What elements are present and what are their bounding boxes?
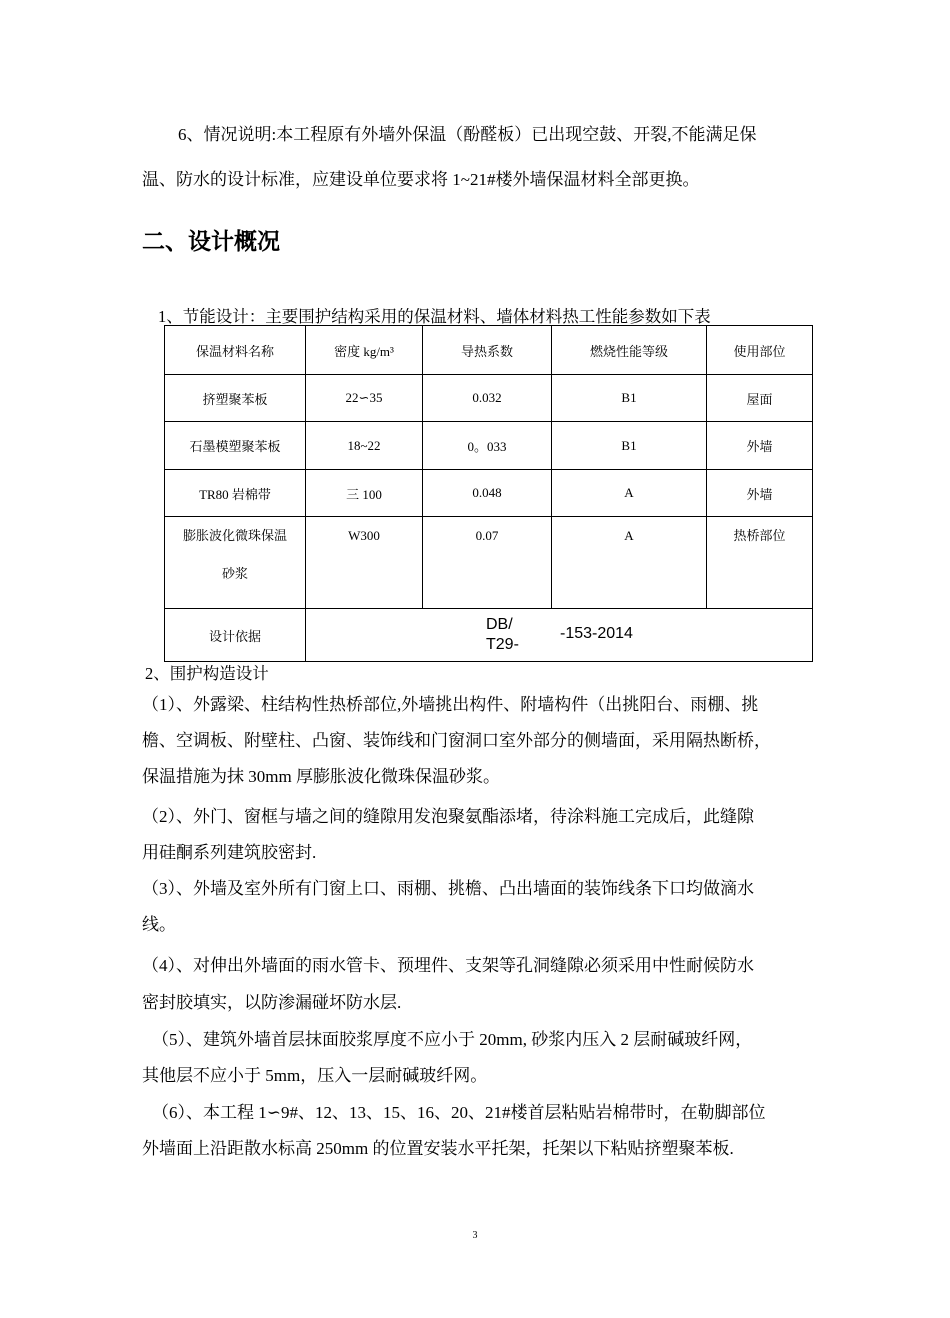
table-cell-basis-label: 设计依据 xyxy=(165,609,306,662)
table-cell: 挤塑聚苯板 xyxy=(165,375,306,422)
item-6-line-2: 外墙面上沿距散水标高 250mm 的位置安装水平托架，托架以下粘贴挤塑聚苯板. xyxy=(142,1139,734,1158)
item-1-line-3: 保温措施为抹 30mm 厚膨胀波化微珠保温砂浆。 xyxy=(142,767,500,786)
insulation-table xyxy=(164,325,813,662)
basis-prefix xyxy=(486,615,519,655)
table-cell: 屋面 xyxy=(707,375,813,422)
subsection-title-envelope: 2、围护构造设计 xyxy=(145,664,269,683)
table-cell-line: 膨胀波化微珠保温 xyxy=(182,528,287,543)
basis-part: DB/ xyxy=(486,616,513,633)
item-1-line-2: 檐、空调板、附壁柱、凸窗、装饰线和门窗洞口室外部分的侧墙面，采用隔热断桥， xyxy=(142,731,771,750)
table-cell-line: 砂浆 xyxy=(221,566,248,581)
table-cell-text: A xyxy=(624,528,634,543)
intro-line-2: 温、防水的设计标准，应建设单位要求将 1~21#楼外墙保温材料全部更换。 xyxy=(142,170,700,189)
table-cell-text: 0.07 xyxy=(475,528,499,543)
table-cell: A xyxy=(552,470,707,517)
table-cell xyxy=(306,517,423,609)
item-6-line-1: （6）、本工程 1∽9#、12、13、15、16、20、21#楼首层粘贴岩棉带时，在勒脚部位 xyxy=(152,1103,766,1122)
table-cell: 石墨模塑聚苯板 xyxy=(165,422,306,470)
table-header-cell: 导热系数 xyxy=(423,326,552,375)
item-2-line-2: 用硅酮系列建筑胶密封. xyxy=(142,843,317,862)
table-cell: 22∽35 xyxy=(306,375,423,422)
table-cell-basis-value xyxy=(306,609,813,662)
table-cell: 0.032 xyxy=(423,375,552,422)
item-1-line-1: （1）、外露梁、柱结构性热桥部位,外墙挑出构件、附墙构件（出挑阳台、雨棚、挑 xyxy=(142,695,759,714)
table-row xyxy=(165,375,813,422)
subsection-title-energy: 1、节能设计：主要围护结构采用的保温材料、墙体材料热工性能参数如下表 xyxy=(158,307,711,326)
table-cell: 外墙 xyxy=(707,470,813,517)
item-5-line-1: （5）、建筑外墙首层抹面胶浆厚度不应小于 20mm, 砂浆内压入 2 层耐碱玻纤网， xyxy=(152,1030,753,1049)
table-cell: 三 100 xyxy=(306,470,423,517)
table-cell-text: 热桥部位 xyxy=(733,528,786,543)
table-cell: 18~22 xyxy=(306,422,423,470)
item-4-line-2: 密封胶填实，以防渗漏碰坏防水层. xyxy=(142,993,402,1012)
table-cell: 0。033 xyxy=(423,422,552,470)
intro-line-1: 6、情况说明:本工程原有外墙外保温（酚醛板）已出现空鼓、开裂,不能满足保 xyxy=(178,125,757,144)
page-number: 3 xyxy=(472,1230,478,1241)
table-cell: B1 xyxy=(552,375,707,422)
item-4-line-1: （4）、对伸出外墙面的雨水管卡、预埋件、支架等孔洞缝隙必须采用中性耐候防水 xyxy=(142,956,754,975)
table-header-cell: 保温材料名称 xyxy=(165,326,306,375)
table-row xyxy=(165,517,813,609)
table-cell-text: W300 xyxy=(348,528,380,543)
item-3-line-1: （3）、外墙及室外所有门窗上口、雨棚、挑檐、凸出墙面的装饰线条下口均做滴水 xyxy=(142,879,754,898)
table-cell xyxy=(165,517,306,609)
basis-part: T29- xyxy=(486,636,519,653)
item-2-line-1: （2）、外门、窗框与墙之间的缝隙用发泡聚氨酯添堵，待涂料施工完成后，此缝隙 xyxy=(142,807,754,826)
item-3-line-2: 线。 xyxy=(142,915,176,934)
basis-suffix: -153-2014 xyxy=(560,625,633,642)
table-cell: 0.048 xyxy=(423,470,552,517)
table-header-cell: 密度 kg/m³ xyxy=(306,326,423,375)
table-cell: TR80 岩棉带 xyxy=(165,470,306,517)
table-header-row xyxy=(165,326,813,375)
table-cell: 外墙 xyxy=(707,422,813,470)
item-5-line-2: 其他层不应小于 5mm，压入一层耐碱玻纤网。 xyxy=(142,1066,488,1085)
table-header-cell: 使用部位 xyxy=(707,326,813,375)
table-cell xyxy=(423,517,552,609)
table-row-basis xyxy=(165,609,813,662)
table-cell: B1 xyxy=(552,422,707,470)
table-cell xyxy=(552,517,707,609)
section-title: 二、设计概况 xyxy=(142,229,280,255)
table-cell xyxy=(707,517,813,609)
basis-container xyxy=(306,609,812,661)
table-row xyxy=(165,470,813,517)
table-header-cell: 燃烧性能等级 xyxy=(552,326,707,375)
table-row xyxy=(165,422,813,470)
